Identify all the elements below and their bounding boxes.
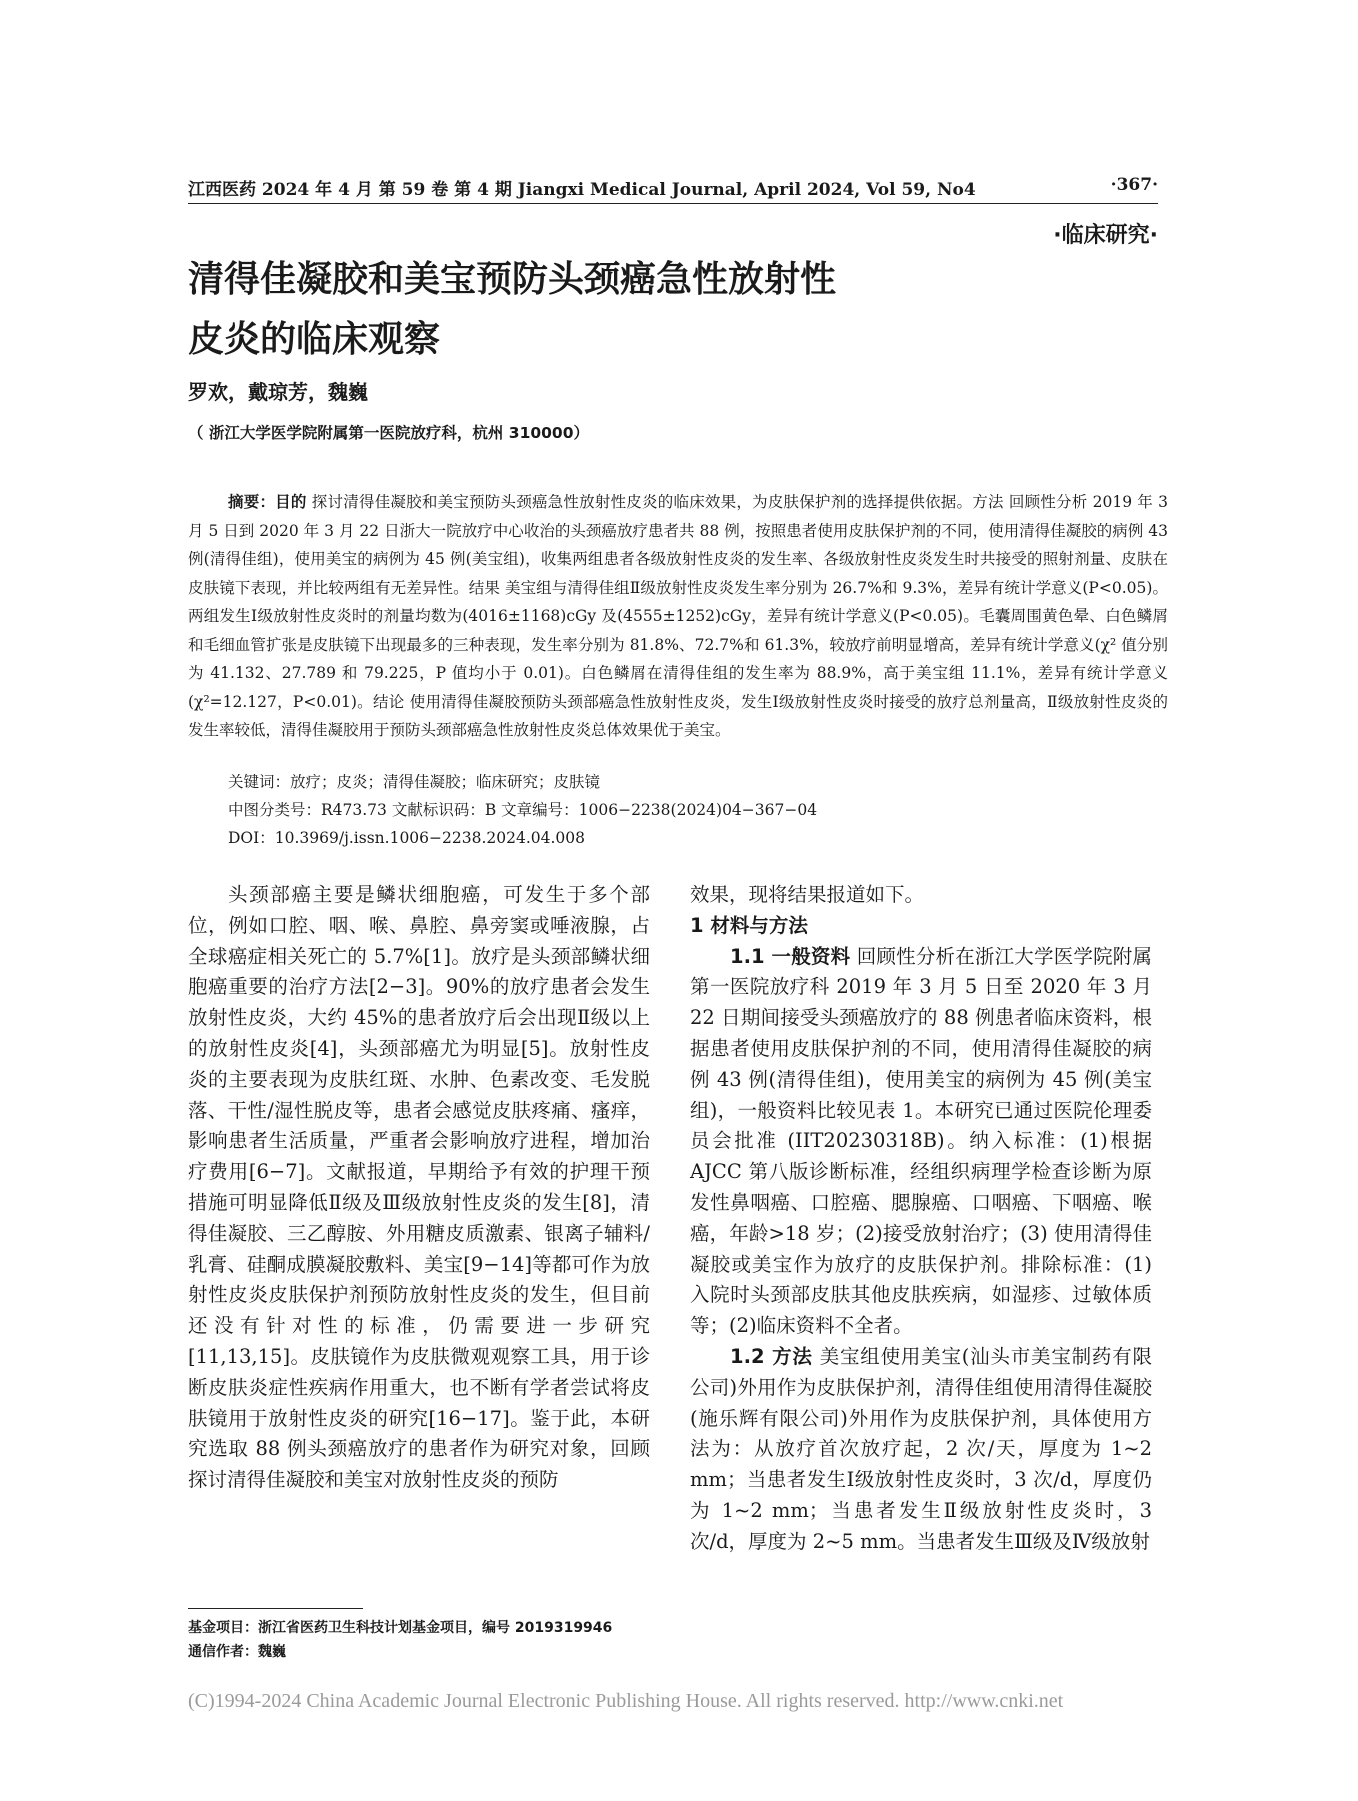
authors: 罗欢，戴琼芳，魏巍 xyxy=(188,380,368,404)
methods-text: 美宝组使用美宝(汕头市美宝制药有限公司)外用作为皮肤保护剂，清得佳组使用清得佳凝胶(施乐辉有限公司)外用作为皮肤保护剂，具体使用方法为：从放疗首次放疗起，2 次/天，厚度为 1~2 mm；当患者发生Ⅰ级放射性皮炎时，3 次/d，厚度仍为 1~2 mm；当患者发生Ⅱ级放射性皮炎时，3 次/d，厚度为 2~5 mm。当患者发生Ⅲ级及Ⅳ级放射 xyxy=(690,1344,1153,1553)
heading-materials-methods: 1 材料与方法 xyxy=(690,913,808,937)
classification: 中图分类号：R473.73 文献标识码：B 文章编号：1006−2238(2024)04−367−04 xyxy=(228,801,818,819)
intro-paragraph: 头颈部癌主要是鳞状细胞癌，可发生于多个部位，例如口腔、咽、喉、鼻腔、鼻旁窦或唾液腺，占全球癌症相关死亡的 5.7%[1]。放疗是头颈部鳞状细胞癌重要的治疗方法[2−3]。90%的放疗患者会发生放射性皮炎，大约 45%的患者放疗后会出现Ⅱ级以上的放射性皮炎[4]，头颈部癌尤为明显[5]。放射性皮炎的主要表现为皮肤红斑、水肿、色素改变、毛发脱落、干性/湿性脱皮等，患者会感觉皮肤疼痛、瘙痒，影响患者生活质量，严重者会影响放疗进程，增加治疗费用[6−7]。文献报道，早期给予有效的护理干预措施可明显降低Ⅱ级及Ⅲ级放射性皮炎的发生[8]，清得佳凝胶、三乙醇胺、外用糖皮质激素、银离子辅料/乳膏、硅酮成膜凝胶敷料、美宝[9−14]等都可作为放射性皮炎皮肤保护剂预防放射性皮炎的发生，但目前还没有针对性的标准，仍需要进一步研究[11,13,15]。皮肤镜作为皮肤微观观察工具，用于诊断皮肤炎症性疾病作用重大，也不断有学者尝试将皮肤镜用于放射性皮炎的研究[16−17]。鉴于此，本研究选取 88 例头颈癌放疗的患者作为研究对象，回顾探讨清得佳凝胶和美宝对放射性皮炎的预防 xyxy=(188,883,650,1492)
section-tag: ·临床研究· xyxy=(1053,223,1158,248)
keywords: 关键词：放疗；皮炎；清得佳凝胶；临床研究；皮肤镜 xyxy=(228,773,601,791)
right-column xyxy=(690,880,1152,1558)
journal-info: 江西医药 2024 年 4 月 第 59 卷 第 4 期 Jiangxi Medical Journal, April 2024, Vol 59, No4 xyxy=(188,180,976,200)
intro-ending: 效果，现将结果报道如下。 xyxy=(690,883,925,906)
article-title xyxy=(188,250,836,370)
affiliation: （ 浙江大学医学院附属第一医院放疗科，杭州 310000） xyxy=(188,424,590,442)
abstract-label: 摘要：目的 xyxy=(228,493,307,511)
heading-methods: 1.2 方法 xyxy=(730,1344,813,1368)
left-column xyxy=(188,880,650,1496)
title-line-1: 清得佳凝胶和美宝预防头颈癌急性放射性 xyxy=(188,259,837,300)
footnote-rule xyxy=(188,1608,363,1609)
general-data-text: 回顾性分析在浙江大学医学院附属第一医院放疗科 2019 年 3 月 5 日至 2020 年 3 月 22 日期间接受头颈癌放疗的 88 例患者临床资料，根据患者使用皮肤保护剂的不同，使用清得佳凝胶的病例 43 例(清得佳组)，使用美宝的病例为 45 例(美宝组)，一般资料比较见表 1。本研究已通过医院伦理委员会批准 (IIT20230318B)。纳入标准：(1)根据 AJCC 第八版诊断标准，经组织病理学检查诊断为原发性鼻咽癌、口腔癌、腮腺癌、口咽癌、下咽癌、喉癌，年龄>18 岁；(2)接受放射治疗；(3) 使用清得佳凝胶或美宝作为放疗的皮肤保护剂。排除标准：(1) 入院时头颈部皮肤其他皮肤疾病，如湿疹、过敏体质等；(2)临床资料不全者。 xyxy=(690,944,1152,1338)
footnote xyxy=(188,1616,612,1664)
running-header xyxy=(188,175,1158,204)
abstract xyxy=(188,488,1168,745)
page-number: ·367· xyxy=(1110,175,1158,195)
corresponding-author: 通信作者：魏巍 xyxy=(188,1644,286,1660)
title-line-2: 皮炎的临床观察 xyxy=(188,319,441,360)
heading-general-data: 1.1 一般资料 xyxy=(730,944,851,968)
doi: DOI：10.3969/j.issn.1006−2238.2024.04.008 xyxy=(228,829,585,847)
fund-info: 基金项目：浙江省医药卫生科技计划基金项目，编号 2019319946 xyxy=(188,1620,613,1636)
copyright-notice: (C)1994-2024 China Academic Journal Electronic Publishing House. All rights reserved. http://www.cnki.net xyxy=(188,1690,1064,1712)
abstract-text: 探讨清得佳凝胶和美宝预防头颈癌急性放射性皮炎的临床效果，为皮肤保护剂的选择提供依据。方法 回顾性分析 2019 年 3 月 5 日到 2020 年 3 月 22 日浙大一院放疗中心收治的头颈癌放疗患者共 88 例，按照患者使用皮肤保护剂的不同，使用清得佳凝胶的病例 43 例(清得佳组)，使用美宝的病例为 45 例(美宝组)，收集两组患者各级放射性皮炎的发生率、各级放射性皮炎发生时共接受的照射剂量、皮肤在皮肤镜下表现，并比较两组有无差异性。结果 美宝组与清得佳组Ⅱ级放射性皮炎发生率分别为 26.7%和 9.3%，差异有统计学意义(P<0.05)。两组发生Ⅰ级放射性皮炎时的剂量均数为(4016±1168)cGy 及(4555±1252)cGy，差异有统计学意义(P<0.05)。毛囊周围黄色晕、白色鳞屑和毛细血管扩张是皮肤镜下出现最多的三种表现，发生率分别为 81.8%、72.7%和 61.3%，较放疗前明显增高，差异有统计学意义(χ² 值分别为 41.132、27.789 和 79.225，P 值均小于 0.01)。白色鳞屑在清得佳组的发生率为 88.9%，高于美宝组 11.1%，差异有统计学意义(χ²=12.127，P<0.01)。结论 使用清得佳凝胶预防头颈部癌急性放射性皮炎，发生Ⅰ级放射性皮炎时接受的放疗总剂量高，Ⅱ级放射性皮炎的发生率较低，清得佳凝胶用于预防头颈部癌急性放射性皮炎总体效果优于美宝。 xyxy=(188,493,1168,739)
